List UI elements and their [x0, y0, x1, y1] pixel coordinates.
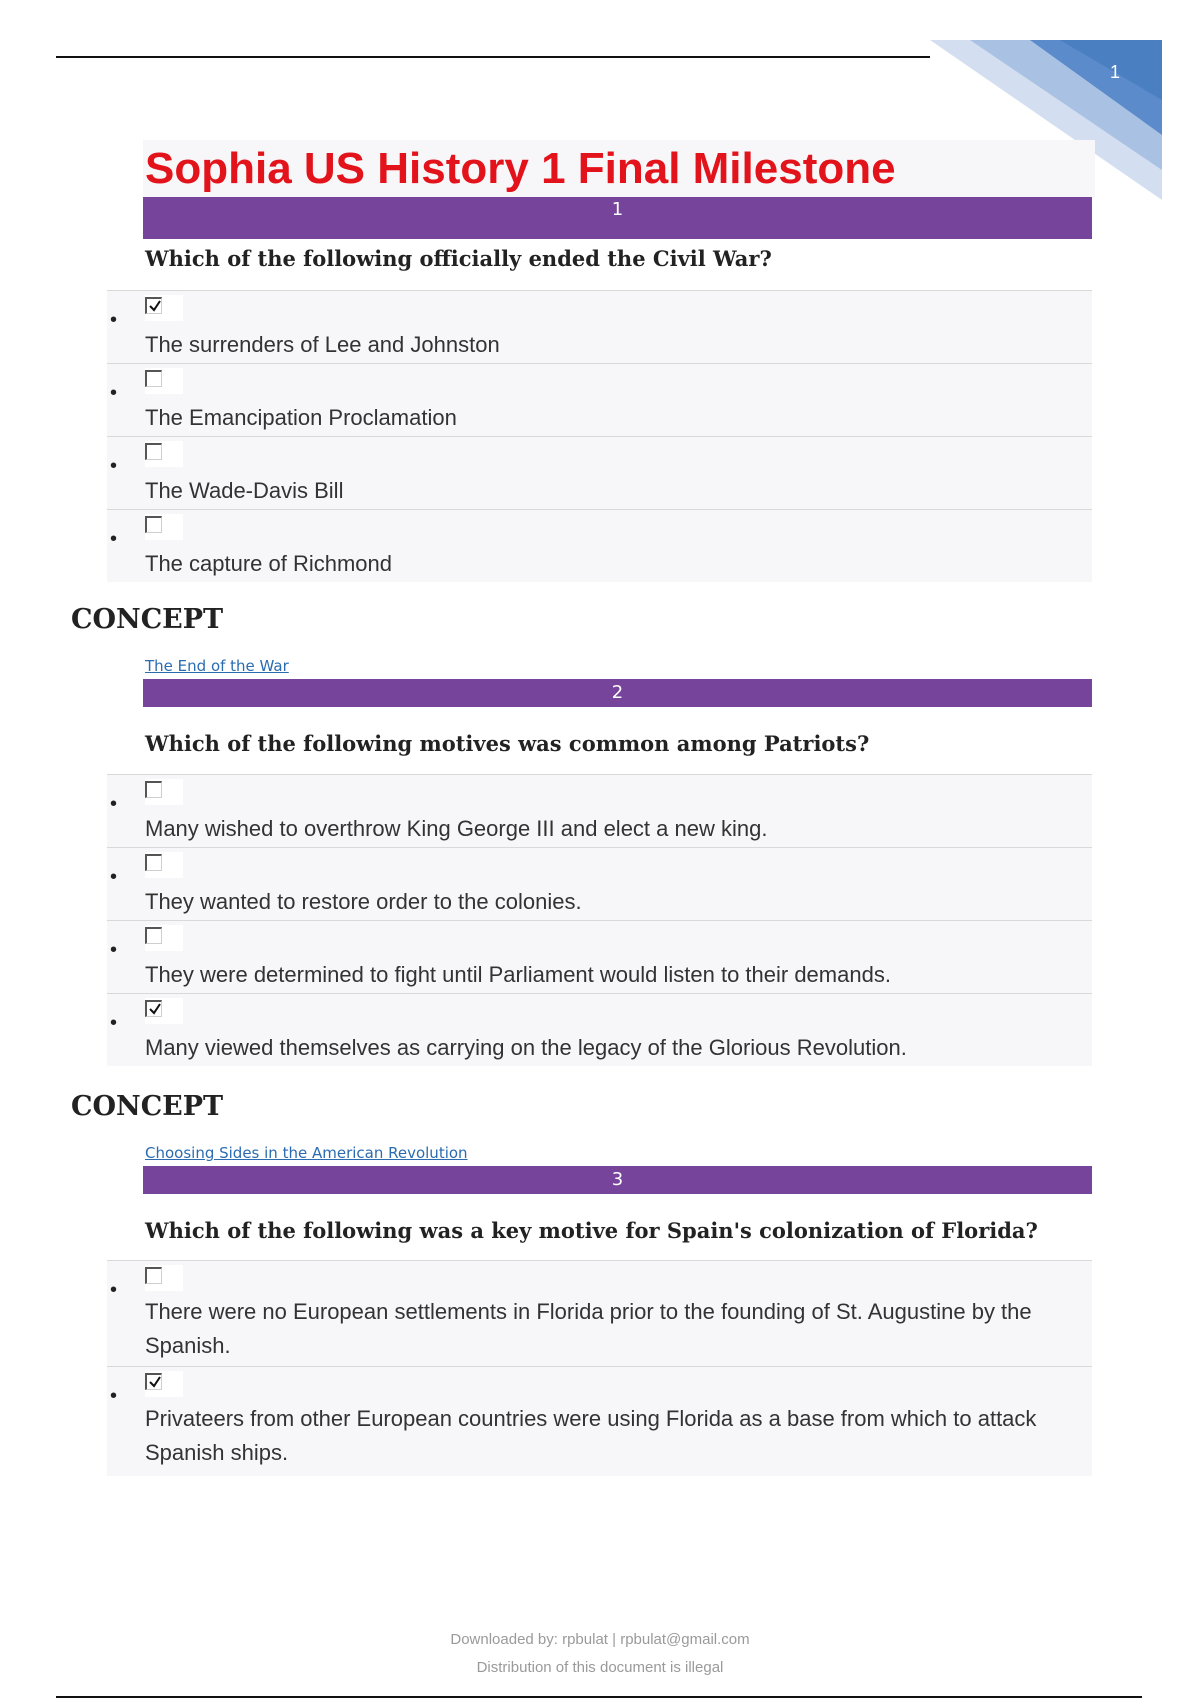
bullet: •	[110, 309, 118, 331]
question-number-bar: 3	[143, 1166, 1092, 1194]
answer-text: Many viewed themselves as carrying on the legacy of the Glorious Revolution.	[145, 1035, 907, 1060]
answer-text: There were no European settlements in Florida prior to the founding of St. Augustine by the Spanish.	[145, 1299, 1032, 1358]
answer-option[interactable]	[107, 509, 1092, 582]
answer-text: They were determined to fight until Parliament would listen to their demands.	[145, 962, 891, 987]
concept-heading: CONCEPT	[71, 604, 224, 635]
answer-option[interactable]	[107, 290, 1092, 363]
page-number: 1	[1109, 62, 1120, 82]
bullet: •	[110, 1012, 118, 1034]
question-text: Which of the following officially ended the Civil War?	[145, 246, 772, 271]
checkmark-icon	[148, 299, 162, 313]
document-title: Sophia US History 1 Final Milestone	[143, 140, 1095, 198]
answer-text: The Emancipation Proclamation	[145, 405, 457, 430]
checkbox[interactable]	[145, 1267, 162, 1284]
answer-option[interactable]	[107, 920, 1092, 993]
checkbox-checked[interactable]	[145, 297, 162, 314]
question-text: Which of the following was a key motive for Spain's colonization of Florida?	[145, 1218, 1038, 1243]
answer-options	[107, 290, 1092, 582]
checkbox[interactable]	[145, 854, 162, 871]
answer-text: The capture of Richmond	[145, 551, 393, 576]
checkbox[interactable]	[145, 781, 162, 798]
checkbox[interactable]	[145, 927, 162, 944]
answer-option[interactable]	[107, 1366, 1092, 1476]
bullet: •	[110, 1385, 118, 1407]
bullet: •	[110, 793, 118, 815]
answer-text: Many wished to overthrow King George III and elect a new king.	[145, 816, 768, 841]
question-number-bar: 2	[143, 679, 1092, 707]
concept-link[interactable]: Choosing Sides in the American Revolution	[145, 1144, 468, 1162]
concept-heading: CONCEPT	[71, 1091, 224, 1122]
checkmark-icon	[148, 1002, 162, 1016]
bullet: •	[110, 1279, 118, 1301]
concept-link[interactable]: The End of the War	[145, 657, 289, 675]
answer-options	[107, 774, 1092, 1066]
checkbox[interactable]	[145, 443, 162, 460]
answer-options	[107, 1260, 1092, 1476]
checkbox[interactable]	[145, 370, 162, 387]
footer-rule	[56, 1696, 1142, 1698]
answer-text: The Wade-Davis Bill	[145, 478, 344, 503]
header-rule	[56, 56, 930, 58]
footer-distribution-notice: Distribution of this document is illegal	[476, 1659, 724, 1676]
checkmark-icon	[148, 1375, 162, 1389]
bullet: •	[110, 528, 118, 550]
checkbox-checked[interactable]	[145, 1000, 162, 1017]
answer-option[interactable]	[107, 774, 1092, 847]
answer-text: They wanted to restore order to the colonies.	[145, 889, 582, 914]
bullet: •	[110, 382, 118, 404]
question-number-bar: 1	[143, 197, 1092, 239]
bullet: •	[110, 939, 118, 961]
answer-option[interactable]	[107, 847, 1092, 920]
checkbox[interactable]	[145, 516, 162, 533]
answer-option[interactable]	[107, 1260, 1092, 1366]
answer-text: Privateers from other European countries were using Florida as a base from which to attack Spanish ships.	[145, 1406, 1037, 1465]
bullet: •	[110, 455, 118, 477]
checkbox-checked[interactable]	[145, 1373, 162, 1390]
answer-option[interactable]	[107, 436, 1092, 509]
answer-text: The surrenders of Lee and Johnston	[145, 332, 500, 357]
footer-download-info: Downloaded by: rpbulat | rpbulat@gmail.com	[450, 1631, 750, 1648]
answer-option[interactable]	[107, 993, 1092, 1066]
bullet: •	[110, 866, 118, 888]
answer-option[interactable]	[107, 363, 1092, 436]
question-text: Which of the following motives was common among Patriots?	[145, 731, 870, 756]
